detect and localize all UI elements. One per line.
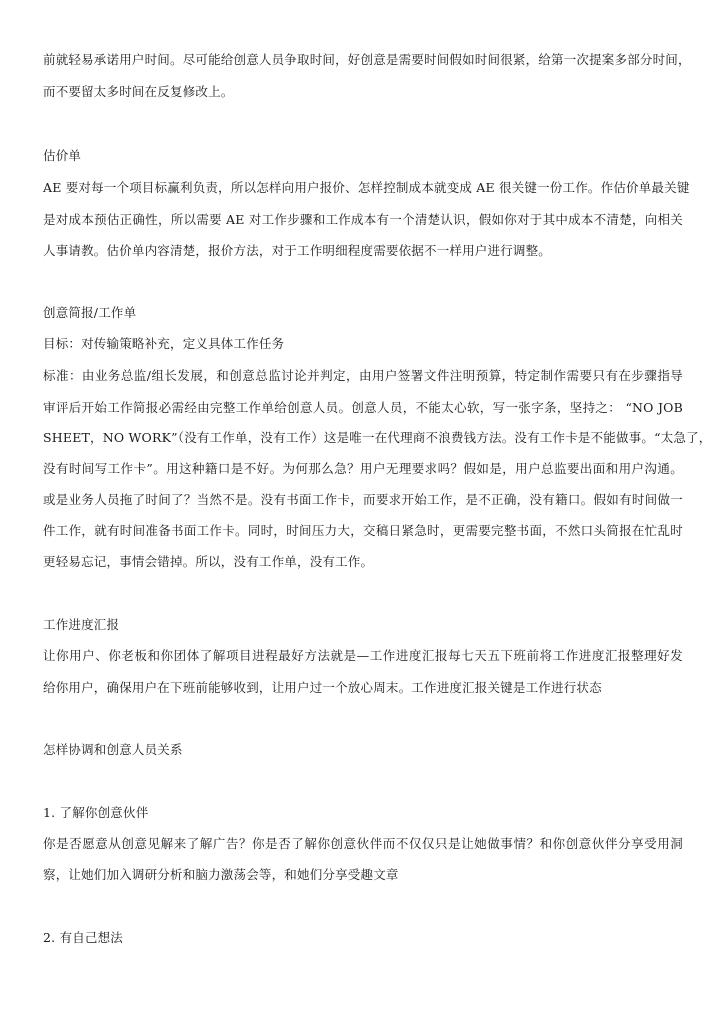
brief-line-2: 审评后开始工作简报必需经由完整工作单给创意人员。创意人员，不能太心软，写一张字条，坚持之： “NO JOB: [43, 400, 683, 415]
brief-line-7: 更轻易忘记，事情会错掉。所以，没有工作单，没有工作。: [43, 554, 374, 569]
item-1-line-2: 察，让她们加入调研分析和脑力激荡会等，和她们分享受趣文章: [43, 867, 399, 882]
estimate-line-2: 是对成本预估正确性，所以需要 AE 对工作步骤和工作成本有一个清楚认识，假如你对于其中成本不清楚，向相关: [43, 212, 683, 227]
estimate-line-1: AE 要对每一个项目标赢利负责，所以怎样向用户报价、怎样控制成本就变成 AE 很关键一份工作。作估价单最关键: [43, 180, 690, 195]
item-2-heading: 2. 有自己想法: [43, 930, 123, 945]
intro-line-1: 前就轻易承诺用户时间。尽可能给创意人员争取时间，好创意是需要时间假如时间很紧，给第一次提案多部分时间，: [43, 52, 691, 67]
brief-line-3: SHEET，NO WORK”（没有工作单，没有工作）这是唯一在代理商不浪费钱方法。没有工作卡是不能做事。“太急了，: [43, 430, 712, 445]
item-1-line-1: 你是否愿意从创意见解来了解广告？你是否了解你创意伙伴而不仅仅只是让她做事情？和你创意伙伴分享受用洞: [43, 836, 683, 851]
progress-heading: 工作进度汇报: [43, 617, 120, 632]
brief-line-1: 标准：由业务总监/组长发展，和创意总监讨论并判定，由用户签署文件注明预算，特定制作需要只有在步骤指导: [43, 368, 683, 383]
estimate-line-3: 人事请教。估价单内容清楚，报价方法，对于工作明细程度需要依据不一样用户进行调整。: [43, 243, 552, 258]
brief-goal: 目标：对传输策略补充，定义具体工作任务: [43, 336, 285, 351]
progress-line-1: 让你用户、你老板和你团体了解项目进程最好方法就是—工作进度汇报每七天五下班前将工作进度汇报整理好发: [43, 648, 683, 663]
brief-heading: 创意简报/工作单: [43, 305, 137, 320]
item-1-heading: 1. 了解你创意伙伴: [43, 805, 149, 820]
brief-line-6: 件工作，就有时间准备书面工作卡。同时，时间压力大，交稿日紧急时，更需要完整书面，不然口头简报在忙乱时: [43, 523, 683, 538]
brief-line-5: 或是业务人员拖了时间了？当然不是。没有书面工作卡，而要求开始工作，是不正确，没有籍口。假如有时间做一: [43, 492, 683, 507]
brief-line-4: 没有时间写工作卡”。用这种籍口是不好。为何那么急？用户无理要求吗？假如是，用户总监要出面和用户沟通。: [43, 461, 683, 476]
coordinate-heading: 怎样协调和创意人员关系: [43, 742, 183, 757]
progress-line-2: 给你用户，确保用户在下班前能够收到，让用户过一个放心周末。工作进度汇报关键是工作进行状态: [43, 680, 602, 695]
estimate-heading: 估价单: [43, 148, 82, 163]
intro-line-2: 而不要留太多时间在反复修改上。: [43, 84, 234, 99]
